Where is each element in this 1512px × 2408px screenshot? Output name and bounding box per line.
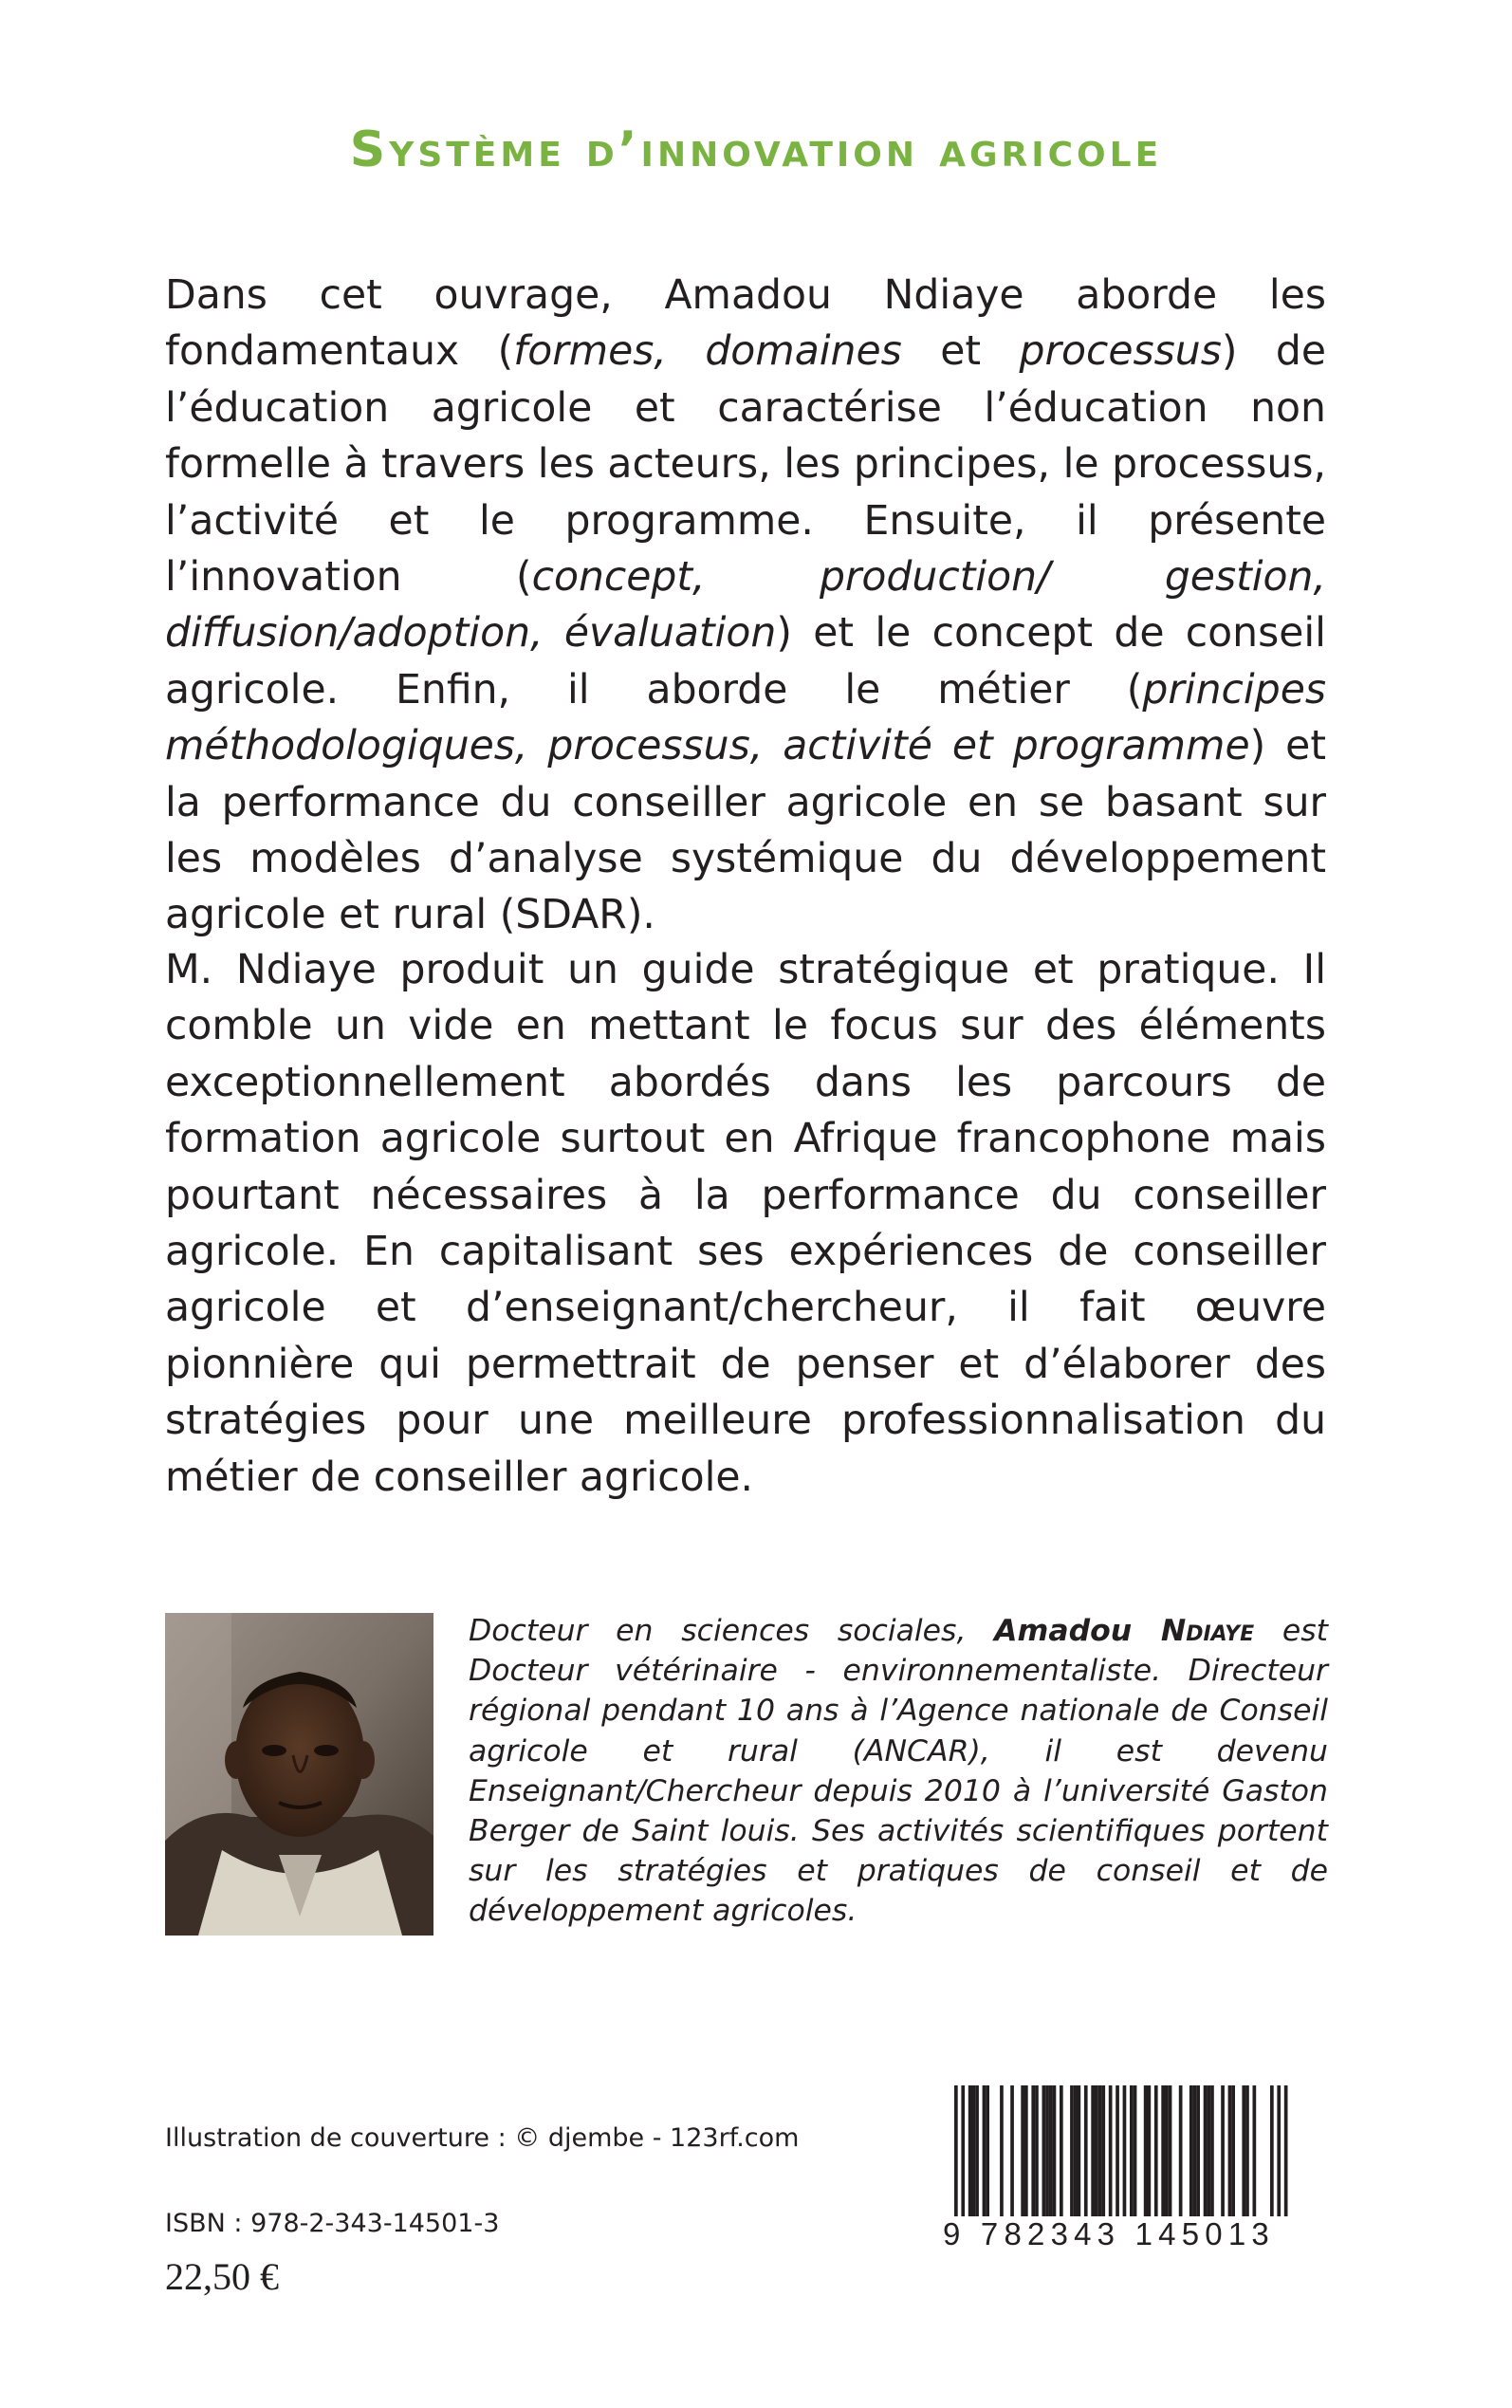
summary-segment: et (901, 328, 1020, 376)
barcode-bar (1270, 2085, 1274, 2218)
summary-paragraph-2: M. Ndiaye produit un guide stratégique et pratique. Il comble un vide en mettant le focus sur des éléments exceptionnellement abordés dans les parcours de formation agricole surtout en Afrique francophone mais pourtant nécessaires à la performance du conseiller agricole. En capitalisant ses expériences de conseiller agricole et d’enseignant/chercheur, il fait œuvre pionnière qui permettrait de penser et d’élaborer des stratégies pour une meilleure professionnalisation du métier de conseiller agricole. (165, 947, 1326, 1501)
barcode-bar (1165, 2085, 1169, 2218)
barcode-bar (1095, 2085, 1098, 2218)
barcode-bar (1098, 2085, 1102, 2218)
barcode-bar (1060, 2085, 1063, 2218)
barcode-bar (1179, 2085, 1183, 2218)
barcode-bar (1253, 2085, 1257, 2218)
barcode-bar (1144, 2085, 1148, 2218)
barcode-bar (1189, 2085, 1193, 2218)
barcode-bar (1070, 2085, 1074, 2218)
author-name: Amadou Ndiaye (994, 1614, 1255, 1648)
barcode-bar (1053, 2085, 1057, 2218)
barcode-bar (1148, 2085, 1152, 2218)
barcode-bar (1210, 2085, 1214, 2218)
barcode-bar (1049, 2085, 1053, 2218)
bio-intro: Docteur en sciences sociales, (469, 1614, 995, 1648)
barcode-bar (1024, 2085, 1028, 2218)
summary-segment: ) et le concept de conseil agricole. Enfin, il aborde le métier ( (165, 610, 1326, 713)
barcode-bar (1045, 2085, 1049, 2218)
barcode-bar (986, 2085, 989, 2218)
barcode-bar (1109, 2085, 1113, 2218)
barcode-bar (1207, 2085, 1210, 2218)
barcode-bar (1245, 2085, 1249, 2218)
book-title: Système d’innovation agricole (349, 121, 1163, 178)
author-photo (165, 1613, 433, 1936)
summary-segment: processus (1019, 328, 1222, 376)
bio-text: est Docteur vétérinaire - environnementaliste. Directeur régional pendant 10 ans à l’Agence nationale de Conseil agricole et rural (ANCAR), il est devenu Enseignant/Chercheur depuis 2010 à l’université Gaston Berger de Saint louis. Ses activités scientifiques portent sur les stratégies et pratiques de conseil et de développement agricoles. (469, 1614, 1328, 1929)
barcode-bar (1042, 2085, 1046, 2218)
barcode-bar (1228, 2085, 1232, 2218)
barcode-bar (1074, 2085, 1078, 2218)
summary-segment: ) et la performance du conseiller agricole en se basant sur les modèles d’analyse systémique du développement agricole et rural (SDAR). (165, 723, 1326, 939)
barcode-bar (1196, 2085, 1200, 2218)
barcode-bar (1101, 2085, 1105, 2218)
summary-segment: concept, production/ gestion, diffusion/adoption, évaluation (165, 554, 1327, 658)
barcode-bar (1084, 2085, 1088, 2218)
barcode-bar (1193, 2085, 1197, 2218)
barcode-bar (968, 2085, 972, 2218)
summary-segment: principes méthodologiques, processus, activité et programme (165, 666, 1326, 770)
isbn: ISBN : 978-2-343-14501-3 (165, 2209, 500, 2238)
barcode-bar (1221, 2085, 1225, 2218)
barcode-bar (1242, 2085, 1245, 2218)
barcode-digits: 9 782343 145013 (939, 2216, 1332, 2252)
author-bio (469, 1611, 1328, 1932)
barcode-bar (975, 2085, 979, 2218)
illustration-credit: Illustration de couverture : © djembe - 123rf.com (165, 2123, 800, 2153)
barcode-bar (1130, 2085, 1134, 2218)
barcode-bar (1000, 2085, 1004, 2218)
barcode-bar (1161, 2085, 1165, 2218)
barcode-bar (1169, 2085, 1172, 2218)
barcode-bar (972, 2085, 976, 2218)
summary-paragraph-1 (165, 268, 1326, 944)
barcode-bar (1154, 2085, 1158, 2218)
barcode-bar (1134, 2085, 1137, 2218)
summary-segment: Dans cet ouvrage, Amadou Ndiaye aborde les fondamentaux ( (165, 272, 1326, 376)
barcode-bar (1204, 2085, 1208, 2218)
barcode-bar (1010, 2085, 1014, 2218)
summary-segment: ) de l’éducation agricole et caractérise l’éducation non formelle à travers les acteurs, les principes, le processus, l’activité et le programme. Ensuite, il présente l’innovation ( (165, 328, 1326, 602)
barcode-bar (983, 2085, 986, 2218)
summary-segment: formes, domaines (513, 328, 902, 376)
barcode-bar (1021, 2085, 1024, 2218)
barcode-bar (1231, 2085, 1235, 2218)
barcode-bar (1035, 2085, 1039, 2218)
price: 22,50 € (165, 2255, 279, 2298)
barcode-bar (1091, 2085, 1095, 2218)
barcode-bar (1078, 2085, 1081, 2218)
barcode-bar (1031, 2085, 1035, 2218)
